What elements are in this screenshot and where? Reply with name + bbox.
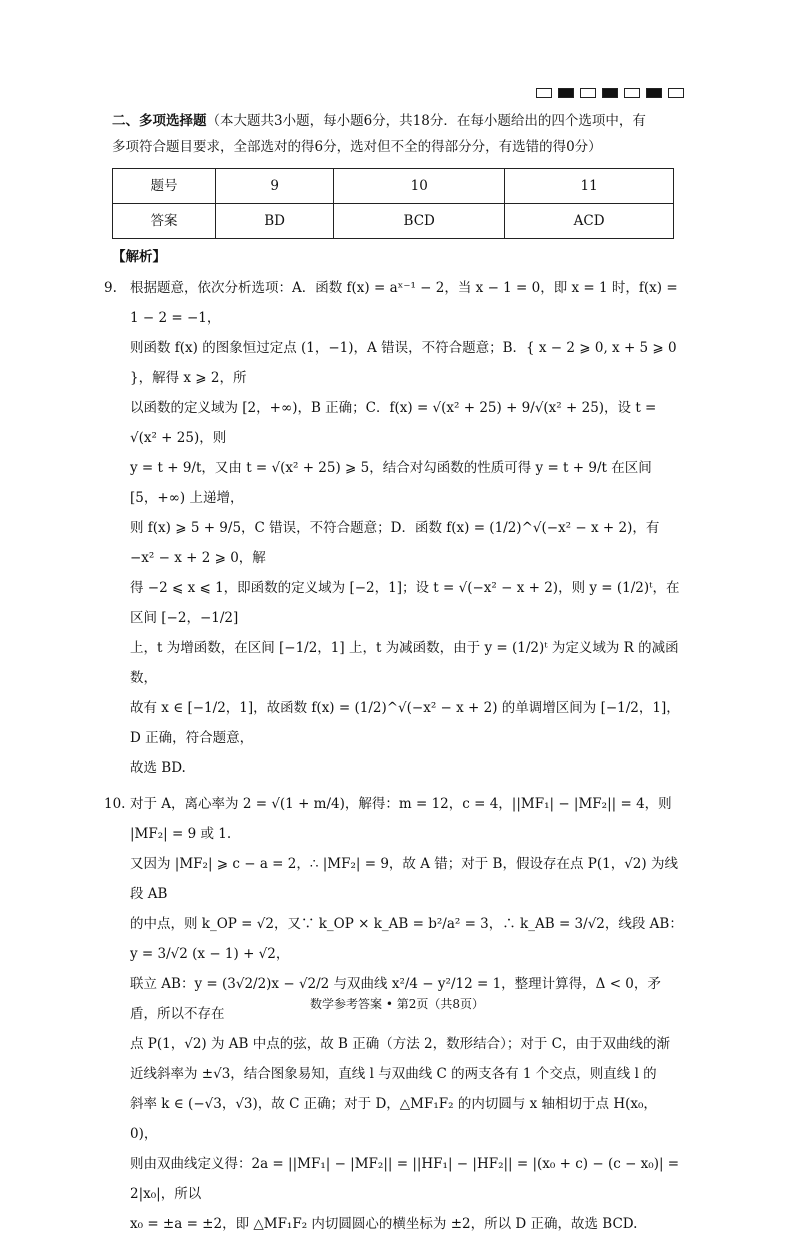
header-mark (602, 88, 618, 98)
section-instructions-2: 多项符合题目要求，全部选对的得6分，选对但不全的得部分分，有选错的得0分） (112, 139, 602, 155)
problem-line: 对于 A，离心率为 2 = √(1 + m/4)，解得：m = 12，c = 4，||MF₁| − |MF₂|| = 4，则 |MF₂| = 9 或 1. (130, 796, 672, 842)
problem-line: 则 f(x) ⩾ 5 + 9/5，C 错误，不符合题意；D．函数 f(x) = (1/2)^√(−x² − x + 2)，有 −x² − x + 2 ⩾ 0，解 (130, 520, 660, 566)
header-mark (580, 88, 596, 98)
page-footer: 数学参考答案 • 第2页（共8页） (310, 997, 484, 1011)
problem-line: 斜率 k ∈ (−√3，√3)，故 C 正确；对于 D，△MF₁F₂ 的内切圆与 x 轴相切于点 H(x₀，0)， (130, 1096, 657, 1142)
section-instructions-1: （本大题共3小题，每小题6分，共18分．在每小题给出的四个选项中，有 (206, 113, 646, 129)
table-row (113, 169, 674, 204)
problem-line: 根据题意，依次分析选项：A．函数 f(x) = aˣ⁻¹ − 2，当 x − 1 = 0，即 x = 1 时，f(x) = 1 − 2 = −1， (130, 280, 678, 326)
problem-line: 又因为 |MF₂| ⩾ c − a = 2，∴ |MF₂| = 9，故 A 错；对于 B，假设存在点 P(1，√2) 为线段 AB (130, 856, 678, 902)
problem-line: 联立 AB：y = (3√2/2)x − √2/2 与双曲线 x²/4 − y²/12 = 1，整理计算得，Δ < 0，矛盾，所以不存在 (130, 976, 661, 1022)
answer-table (112, 168, 674, 239)
problem-line: 近线斜率为 ±√3，结合图象易知，直线 l 与双曲线 C 的两支各有 1 个交点，则直线 l 的 (130, 1066, 657, 1082)
answer-cell: ACD (505, 204, 674, 239)
problem-line: 故选 BD. (130, 760, 186, 776)
question-number: 11 (505, 169, 674, 204)
answer-cell: BD (216, 204, 334, 239)
answer-cell: BCD (334, 204, 505, 239)
problem-line: 的中点，则 k_OP = √2，又∵ k_OP × k_AB = b²/a² = 3，∴ k_AB = 3/√2，线段 AB：y = 3/√2 (x − 1) + √2， (130, 916, 683, 962)
section-heading (112, 108, 684, 160)
header-mark (624, 88, 640, 98)
problem-line: 点 P(1，√2) 为 AB 中点的弦，故 B 正确（方法 2，数形结合）；对于 C，由于双曲线的渐 (130, 1036, 670, 1052)
question-number: 10 (334, 169, 505, 204)
problem-10 (104, 789, 684, 1239)
problem-line: 得 −2 ⩽ x ⩽ 1，即函数的定义域为 [−2，1]；设 t = √(−x² − x + 2)，则 y = (1/2)ᵗ，在区间 [−2，−1/2] (130, 580, 680, 626)
page-content (104, 108, 684, 1239)
analysis-label: 【解析】 (112, 249, 166, 265)
problem-line: y = t + 9/t，又由 t = √(x² + 25) ⩾ 5，结合对勾函数的性质可得 y = t + 9/t 在区间 [5，+∞) 上递增， (130, 460, 652, 506)
problem-line: 上，t 为增函数，在区间 [−1/2，1] 上，t 为减函数，由于 y = (1/2)ᵗ 为定义域为 R 的减函数， (130, 640, 679, 686)
header-mark (558, 88, 574, 98)
question-number: 9 (216, 169, 334, 204)
problem-number: 9. (104, 280, 117, 296)
row-header-number: 题号 (113, 169, 216, 204)
row-header-answer: 答案 (113, 204, 216, 239)
header-mark (668, 88, 684, 98)
header-mark (646, 88, 662, 98)
problem-9 (104, 273, 684, 783)
problem-number: 10. (104, 796, 126, 812)
problem-line: 则函数 f(x) 的图象恒过定点 (1，−1)，A 错误，不符合题意；B．{ x − 2 ⩾ 0, x + 5 ⩾ 0 }，解得 x ⩾ 2，所 (130, 340, 677, 386)
table-row (113, 204, 674, 239)
header-mark (536, 88, 552, 98)
problem-line: 则由双曲线定义得：2a = ||MF₁| − |MF₂|| = ||HF₁| − |HF₂|| = |(x₀ + c) − (c − x₀)| = 2|x₀|，所以 (130, 1156, 680, 1202)
problem-line: 故有 x ∈ [−1/2，1]，故函数 f(x) = (1/2)^√(−x² − x + 2) 的单调增区间为 [−1/2，1]，D 正确，符合题意， (130, 700, 680, 746)
problem-line: x₀ = ±a = ±2，即 △MF₁F₂ 内切圆圆心的横坐标为 ±2，所以 D 正确，故选 BCD. (130, 1216, 638, 1232)
section-title: 二、多项选择题 (112, 113, 207, 129)
problem-line: 以函数的定义域为 [2，+∞)，B 正确；C．f(x) = √(x² + 25) + 9/√(x² + 25)，设 t = √(x² + 25)，则 (130, 400, 657, 446)
header-decoration (536, 88, 684, 98)
